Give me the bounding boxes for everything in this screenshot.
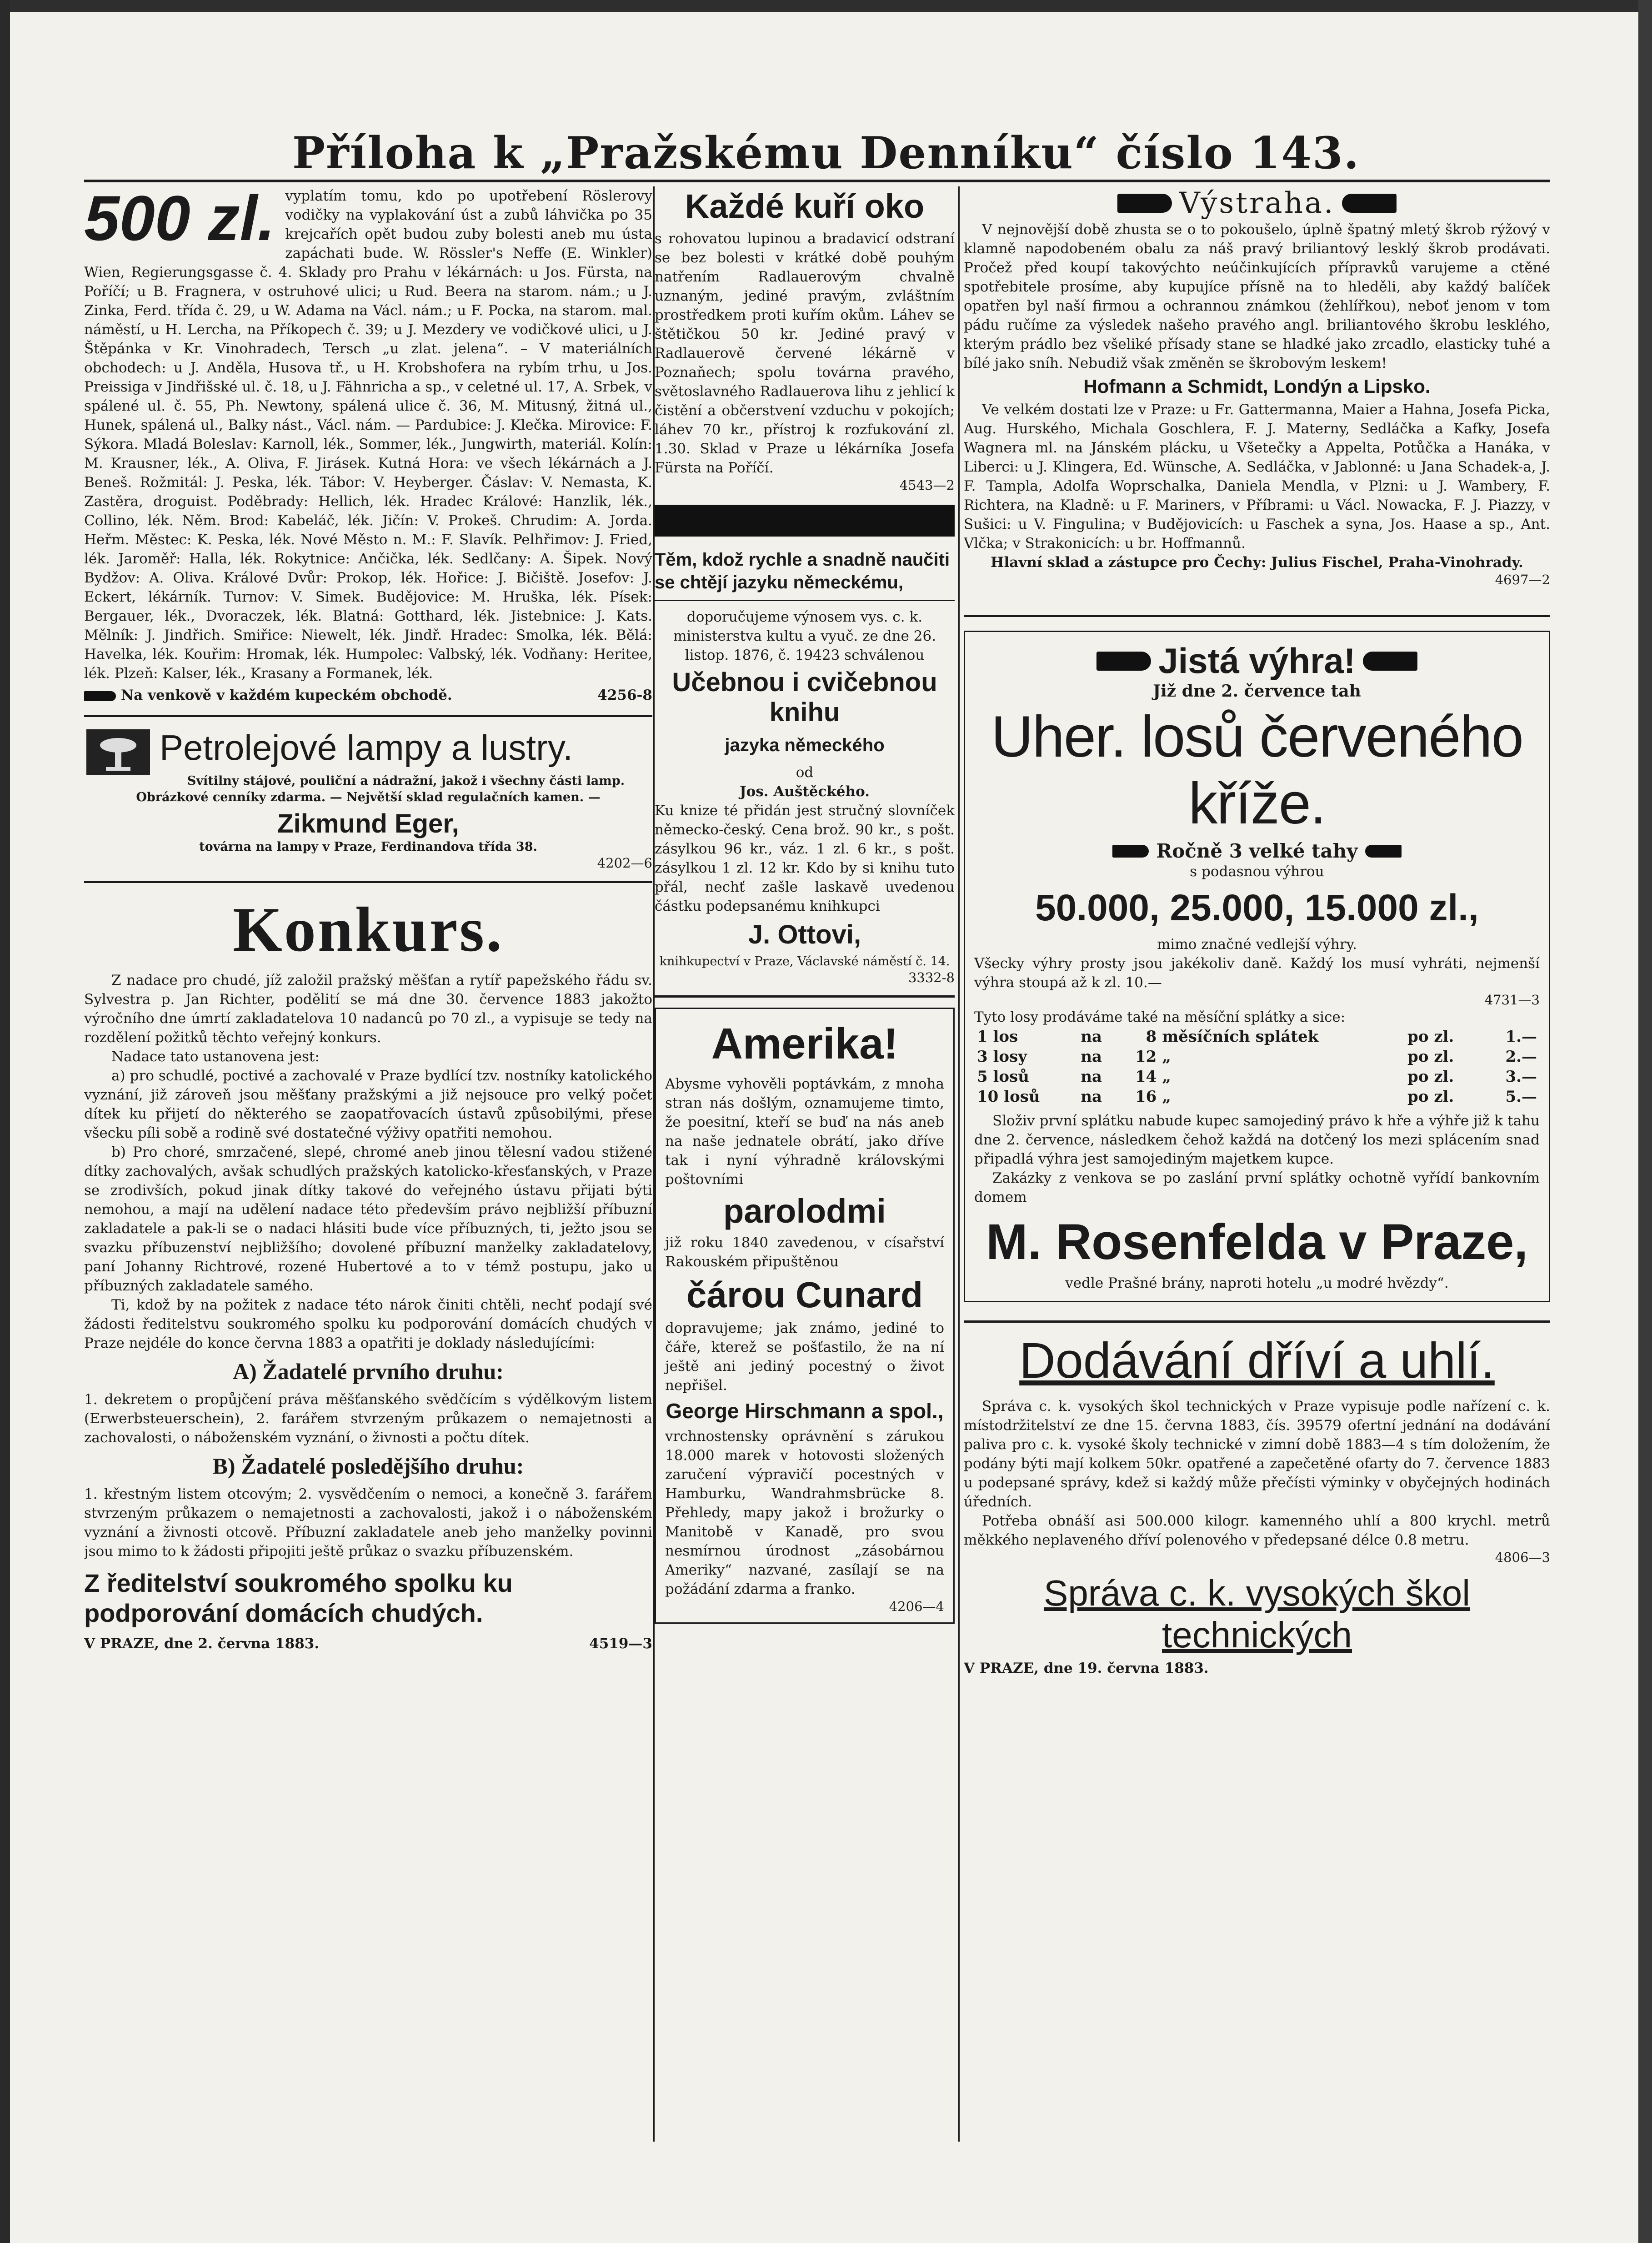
pointing-hand-right-icon xyxy=(1096,652,1151,671)
konkurs-p3: a) pro schudlé, poctivé a zachovalé v Praze bydlící tzv. nostníky katolického vyznání, již zároveň jsou měšťany pražskými a již nejsouce pro velký počet dítek ku přijetí do některého se zaopatřovacích ústavů způsobilými, přese všecku píli sobě a rodině své dostatečné výživy opatřiti nemohou. xyxy=(84,1068,652,1141)
installment-qty: 1 los xyxy=(977,1028,1018,1046)
ad-amerika xyxy=(655,1008,955,1624)
ucebnice-number: 3332-8 xyxy=(908,970,955,985)
petrol-number: 4202—6 xyxy=(597,855,652,871)
installment-na: na xyxy=(1081,1028,1102,1046)
ucebnice-publisher: J. Ottovi, xyxy=(748,920,861,949)
installment-what: „ xyxy=(1162,1048,1171,1066)
konkurs-b-items: 1. křestným listem otcovým; 2. vysvědčením o nemoci, a konečně 3. farářem stvrzeným průkazem o nemajetnosti a zachovalosti, jakož i o náboženském vyznání a živnosti otcově. Příbuzní zakladatele aneb jeho manželky povinni jsou mimo to k žádosti připojiti ještě průkaz o svazku příbuzenském. xyxy=(84,1486,652,1560)
vystraha-agent: Hlavní sklad a zástupce pro Čechy: Julius Fischel, Praha-Vinohrady. xyxy=(991,554,1523,571)
installment-what: „ xyxy=(1162,1068,1171,1086)
ucebnice-publisher-address: knihkupectví v Praze, Václavské náměstí č. 14. xyxy=(659,954,950,968)
vyhra-number: 4731—3 xyxy=(1484,992,1540,1008)
installment-what: měsíčních splátek xyxy=(1162,1028,1319,1046)
amerika-title: Amerika! xyxy=(711,1019,898,1068)
petrol-address: továrna na lampy v Praze, Ferdinandova třída 38. xyxy=(199,840,537,854)
vystraha-number: 4697—2 xyxy=(1495,572,1550,587)
pointing-hand-right-icon xyxy=(1117,194,1172,213)
amerika-text3: dopravujeme; jak známo, jediné to čáře, kterež se pošťastilo, že na ní ještě ani jediný pocestný o život nepřišel. xyxy=(665,1320,944,1394)
pointing-hand-right-icon xyxy=(1112,845,1149,858)
ad-jista-vyhra xyxy=(964,631,1550,1302)
amerika-company: George Hirschmann a spol., xyxy=(666,1399,944,1423)
vyhra-besides: mimo značné vedlejší výhry. xyxy=(1157,936,1357,953)
installment-row xyxy=(974,1047,1540,1067)
amerika-text1: Abysme vyhověli poptávkám, z mnoha stran nás došlým, oznamujeme timto, že poesitní, kteří se buď na nás aneb na naše jednatele obrátí, jako dříve tak i nyní výhradně královskými poštovními xyxy=(665,1076,944,1188)
vystraha-title: Výstraha. xyxy=(1179,186,1335,220)
ad-dodavani xyxy=(964,1332,1550,1678)
dodavani-number: 4806—3 xyxy=(1495,1550,1550,1565)
konkurs-date: V PRAZE, dne 2. června 1883. xyxy=(84,1636,320,1652)
vyhra-prizes: 50.000, 25.000, 15.000 zl., xyxy=(1035,887,1479,928)
pointing-hand-left-icon xyxy=(1363,652,1417,671)
amerika-parolodmi: parolodmi xyxy=(723,1192,886,1230)
installment-po: po zl. xyxy=(1407,1048,1454,1066)
petrol-name: Zikmund Eger, xyxy=(277,809,459,838)
konkurs-a-items: 1. dekretem o propůjčení práva měšťanského svědčícím s výdělkovým listem (Erwerbsteuerschein), 2. farářem stvrzeným průkazem o nemajetnosti a zachovalosti, o náboženském vyznání, o živnosti a počtu dítek. xyxy=(84,1391,652,1446)
vyhra-text2: Složiv první splátku nabude kupec samojediný právo k hře a výhře již k tahu dne 2. července, následkem čehož každá na dotčený los mezi splácením snad připadlá výhra jest samojediným majetkem kupce. xyxy=(974,1113,1540,1167)
amerika-number: 4206—4 xyxy=(889,1599,944,1614)
dodavani-title: Dodávání dříví a uhlí. xyxy=(1019,1333,1495,1389)
amerika-cunard: čárou Cunard xyxy=(686,1275,923,1315)
ad-500-headline: 500 zl. xyxy=(84,186,275,254)
vystraha-sellers: Ve velkém dostati lze v Praze: u Fr. Gattermanna, Maier a Hahna, Josefa Picka, Aug. Hurského, Michala Goschlera, F. J. Materny, Sedláčka a Kafky, Josefa Wagnera ml. na Jánském plácku, u Všetečky a Appelta, Potůčka a Hanáka, v Liberci: u J. Klingera, Ed. Wünsche, A. Sedláčka, v Jablonné: u Jana Schadek-a, J. F. Tampla, Adolfa Woprschalka, Daniela Mendla, v Plzni: u J. Wambery, F. Richtera, na Kladně: u F. Mariners, v Příbrami: u Václ. Nowacka, F. J. Piazzy, v Sušici: u V. Fingulina; v Budějovicích: u Faschek a syna, Jos. Haase a sp., Ant. Vlčka; v Strakonicích: u br. Hoffmannů. xyxy=(964,401,1550,552)
konkurs-p1: Z nadace pro chudé, jíž založil pražský měšťan a rytíř papežského řádu sv. Sylvestra p. Jan Richter, podělití se má dne 30. července 1883 jakožto výročního dne úmrtí zakladatelova 10 nadancû po 70 zl., a vypisuje se tedy na rozdělení požitků těchto veřejný konkurs. xyxy=(84,972,652,1046)
installment-qty: 10 losů xyxy=(977,1088,1040,1106)
divider xyxy=(964,1320,1550,1323)
vyhra-installments-intro: Tyto losy prodáváme také na měsíční splátky a sice: xyxy=(974,1009,1346,1025)
dodavani-text: Správa c. k. vysokých škol technických v Praze vypisuje podle nařízení c. k. místodržitelství ze dne 15. června 1883, čís. 39579 ofertní jednání na dodávání paliva pro c. k. vysoké školy technické v zimní době 1883—4 s tím doložením, že podány býti mají kolkem 50kr. opatřené a zapečetěné ofarty do 7. července 1883 u podepsané správy, kdež si každý může přečísti výminky v obyčejných hodinách úředních. xyxy=(964,1398,1550,1510)
konkurs-p4: b) Pro choré, smrzačené, slepé, chromé aneb jinou tělesní vadou stižené dítky zachovalých, avšak schudlých pražských katolicko-křesťanských, v Praze se zrodivších, pokud jinak dítky takové do veřejného ústavu přijati býti nemohou, a mají na udělení nadace této především právo nejbližší příbuzní zakladatele a pak-li se o nadaci hlásiti bude více příbuzných, ti, ježto jsou se svazku příbuzenství nejbližšího; dovolené příbuzní manželky zakladatelovy, paní Johanny Richtrové, rozené Hubertové a to v témž postupu, jako u příbuzných zakladatele samého. xyxy=(84,1144,652,1294)
installment-amount: 5.— xyxy=(1505,1088,1537,1106)
konkurs-title: Konkurs. xyxy=(232,894,504,965)
vyhra-uher: Uher. losů červeného kříže. xyxy=(991,704,1523,836)
ad-500-text: vyplatím tomu, kdo po upotřebení Röslerovy vodičky na vyplakování úst a zubů láhvička po 35 krejcařích opět budou zuby bolesti aneb mu ústa zapáchati bude. W. Rössler's Neffe (E. Winkler) Wien, Regierungsgasse č. 4. Sklady pro Prahu v lékárnách: u Jos. Fürsta, na Poříčí; u B. Fragnera, v ostruhové ulici; u Rud. Beera na starom. nám.; u J. Zinka, Ferd. třída č. 29, u W. Adama na Václ. nám.; u F. Pocka, na starom. mal. náměstí, u H. Lercha, na Příkopech č. 39; u J. Mezdery ve vodičkové ulici, u J. Štěpánka v Kr. Vinohradech, Tersch „u zlat. jelena“. – V materiálních obchodech: u J. Anděla, Husova tř., u H. Krobshofera na rybím trhu, u Jos. Preissiga v Jindřišské ul. č. 18, u J. Fähnricha a sp., v celetné ul. 17, A. Srbek, v spálené ul. č. 55, Ph. Newtony, spálená ulice č. 36, M. Mitusný, žitná ul., Hunek, spálená ul., Balky nást., Václ. nám. — Pardubice: J. Klečka. Mirovice: F. Sýkora. Mladá Boleslav: Karnoll, lék., Sommer, lék., Jungwirth, materiál. Kolín: M. Krausner, lék., A. Oliva, F. Jirásek. Kutná Hora: ve všech lékárnách a J. Beneš. Rožmitál: J. Peska, lék. Tábor: V. Heyberger. Čáslav: V. Nemasta, K. Zastěra, droguist. Poděbrady: Hellich, lék. Hradec Králové: Hanzlik, lék., Collino, lék. Něm. Brod: Kabeláč, lék. Jičín: V. Prokeš. Chrudim: A. Jorda. Heřm. Městec: K. Peska, lék. Nové Město n. M.: F. Slavík. Pelhřimov: J. Fried, lék. Jaroměř: Halla, lék. Rokytnice: Ančička, lék. Sedlčany: A. Šipek. Nový Bydžov: A. Oliva. Králové Dvůr: Prokop, lék. Hořice: J. Bičiště. Josefov: J. Eckert, lékárník. Turnov: V. Simek. Budějovice: M. Hruška, lék. Písek: Bergauer, lék., Dvoraczek, lék. Blatná: Gotthard, lék. Jistebnice: J. Kats. Mělník: J. Jindřich. Smiřice: Niewelt, lék. Jindř. Hradec: Smolka, lék. Bělá: Havelka, lék. Kouřim: Hromak, lék. Humpolec: Valbský, lék. Vodňany: Heritee, lék. Plzeň: Kalser, lék., Krasany a Formanek, lék. xyxy=(84,188,652,682)
konkurs-number: 4519—3 xyxy=(589,1636,652,1652)
installments-table xyxy=(974,1027,1540,1107)
installment-po: po zl. xyxy=(1407,1088,1454,1106)
column-right xyxy=(964,186,1550,2142)
vyhra-firm: M. Rosenfelda v Praze, xyxy=(986,1214,1528,1270)
installment-na: na xyxy=(1081,1068,1102,1086)
dodavani-text2: Potřeba obnáší asi 500.000 kilogr. kamenného uhlí a 800 krychl. metrů měkkého neplaveného dříví polenového v předepsané délce 0.8 metru. xyxy=(964,1513,1550,1548)
installment-po: po zl. xyxy=(1407,1028,1454,1046)
ad-kurioko xyxy=(655,188,955,493)
vystraha-text: V nejnovější době zhusta se o to pokoušelo, úplně špatný mletý škrob rýžový v klamně napodobeném obalu za náš pravý briliantový lesklý škrob prodávati. Pročež před koupí takovýchto neúčinkujících přípravků varujeme a ctěné spotřebitele prosíme, aby kupujíce přísně na to hleděli, aby každý balíček opatřen byl naší firmou a ochrannou známkou (žehlířkou), neboť jenom v tom pádu ručíme za výsledek našeho pravého angl. briliantového škrobu lesklého, kterým prádlo bez všeliké přísady stane se hladké jako zrcadlo, elasticky tuhé a bílé jako sníh. Nebudiž však změněn se škrobovým leskem! xyxy=(964,221,1550,371)
vyhra-text: Všecky výhry prosty jsou jakékoliv daně. Každý los musí vyhráti, nejmenší výhra stoupá až k zl. 10.— xyxy=(974,955,1540,991)
vyhra-text3: Zakázky z venkova se po zaslání první splátky ochotně vyřídí bankovním domem xyxy=(974,1170,1540,1205)
divider xyxy=(655,600,955,601)
divider xyxy=(84,881,652,883)
konkurs-closing: Z ředitelství soukromého spolku ku podporování domácích chudých. xyxy=(84,1569,513,1627)
installment-row xyxy=(974,1027,1540,1047)
ucebnice-author: Jos. Auštěckého. xyxy=(739,783,870,800)
ad-500-number: 4256-8 xyxy=(597,687,652,703)
vyhra-title: Jistá výhra! xyxy=(1158,641,1356,681)
scan-right-edge xyxy=(1638,0,1652,2243)
konkurs-section-b: B) Žadatelé posledějšího druhu: xyxy=(212,1453,524,1479)
ucebnice-subtitle: jazyka německého xyxy=(725,735,885,755)
page-header: Příloha k „Pražskému Denníku“ číslo 143. xyxy=(292,127,1360,179)
divider xyxy=(655,995,955,998)
amerika-text2: již roku 1840 zavedenou, v císařství Rakouském připuštěnou xyxy=(665,1234,944,1270)
kurioko-text: s rohovatou lupinou a bradavicí odstraní se bez bolesti v krátké době pouhým natřením Radlauerovým chvalně uznaným, jediné pravým, zvláštním prostředkem proti kuřím okům. Láhev se štětičkou 50 kr. Jediné pravý v Radlauerově červené lékárně v Poznaňech; spolu továrna pravého, světoslavného Radlauerova lihu z jehlicí k čistění a občerstvení vzduchu v pokojích; láhev 70 kr., přístroj k rozfukování zl. 1.30. Sklad v Praze u lékárníka Josefa Fürsta na Poříčí. xyxy=(655,231,955,476)
installment-n: 8 xyxy=(1146,1028,1157,1046)
konkurs-p2: Nadace tato ustanovena jest: xyxy=(111,1049,320,1065)
kurioko-number: 4543—2 xyxy=(899,477,955,493)
scan-top-edge xyxy=(0,0,1652,12)
installment-qty: 3 losy xyxy=(977,1048,1027,1066)
ad-500-footer: Na venkově v každém kupeckém obchodě. xyxy=(120,687,452,703)
petrol-title: Petrolejové lampy a lustry. xyxy=(160,728,573,768)
vyhra-yearly: Ročně 3 velké tahy xyxy=(1156,840,1358,862)
ucebnice-text2: Ku knize té přidán jest stručný slovníček německo-český. Cena brož. 90 kr., s pošt. zásylkou 96 kr., váz. 1 zl. 6 kr., s pošt. zásylkou 1 zl. 12 kr. Kdo by si knihu tuto přál, nechť zašle laskavě uvedenou částku podepsanému knihkupci xyxy=(655,803,955,914)
pointing-hand-left-icon xyxy=(1365,845,1402,858)
vystraha-firm: Hofmann a Schmidt, Londýn a Lipsko. xyxy=(1083,376,1431,397)
ad-ucebnice xyxy=(655,548,955,985)
installment-qty: 5 losů xyxy=(977,1068,1029,1086)
ad-vystraha xyxy=(964,186,1550,587)
installment-n: 14 xyxy=(1135,1068,1157,1086)
installment-n: 16 xyxy=(1135,1088,1157,1106)
vyhra-subtitle: Již dne 2. července tah xyxy=(1153,682,1361,701)
installment-na: na xyxy=(1081,1088,1102,1106)
ucebnice-text1: doporučujeme výnosem vys. c. k. ministerstva kultu a vyuč. ze dne 26. listop. 1876, č. 19423 schválenou xyxy=(673,609,936,663)
header-rule xyxy=(84,180,1550,182)
ucebnice-title: Učebnou i cvičebnou knihu xyxy=(672,667,937,727)
pointing-hand-icon xyxy=(84,691,116,701)
installment-amount: 1.— xyxy=(1505,1028,1537,1046)
pointing-hand-left-icon xyxy=(1342,194,1397,213)
divider xyxy=(84,715,652,717)
ad-500-zl xyxy=(84,186,652,705)
dodavani-date: V PRAZE, dne 19. června 1883. xyxy=(964,1660,1209,1676)
installment-amount: 2.— xyxy=(1505,1048,1537,1066)
vyhra-address: vedle Prašné brány, naproti hotelu „u modré hvězdy“. xyxy=(1065,1275,1449,1291)
installment-n: 12 xyxy=(1135,1048,1157,1066)
vyhra-main-win: s podasnou výhrou xyxy=(1190,863,1324,880)
column-middle xyxy=(655,186,955,2142)
installment-po: po zl. xyxy=(1407,1068,1454,1086)
installment-row xyxy=(974,1087,1540,1107)
dodavani-signature: Správa c. k. vysokých škol technických xyxy=(1043,1573,1471,1655)
divider xyxy=(964,615,1550,617)
ad-petrol-lamps xyxy=(84,727,652,871)
installment-row xyxy=(974,1067,1540,1087)
lamp-icon xyxy=(84,727,152,777)
installment-amount: 3.— xyxy=(1505,1068,1537,1086)
konkurs-section-a: A) Žadatelé prvního druhu: xyxy=(233,1359,504,1384)
petrol-text: Svítilny stájové, pouliční a nádražní, jakož i všechny části lamp. Obrázkové cenníky zdarma. — Největší sklad regulačních kamen. — xyxy=(136,774,625,804)
konkurs-p5: Ti, kdož by na požitek z nadace této nárok činiti chtěli, nechť podají své žádosti ředitelstvu soukromého spolku ku podporování domácích chudých v Praze nejdéle do konce června 1883 a opatřiti je doklady následujícími: xyxy=(84,1297,652,1351)
column-left xyxy=(84,186,652,2142)
installment-what: „ xyxy=(1162,1088,1171,1106)
ucebnice-od: od xyxy=(796,764,814,781)
column-rule-2 xyxy=(958,186,960,2142)
black-separator xyxy=(655,505,955,537)
amerika-text4: vrchnostensky oprávnění s zárukou 18.000 marek v hotovosti složených zaručení výpravičí pocestných v Hamburku, Wandrahmsbrücke 8. Přehledy, mapy jakož i brožurky o Manitobě v Kanadě, pro svou nesmírnou úrodnost „zásobárnou Ameriky“ nazvané, zasílají se na požádání zdarma a franko. xyxy=(665,1428,944,1597)
ucebnice-head: Těm, kdož rychle a snadně naučiti se chtějí jazyku německému, xyxy=(655,550,950,592)
scan-left-edge xyxy=(0,0,10,2243)
installment-na: na xyxy=(1081,1048,1102,1066)
kurioko-title: Každé kuří oko xyxy=(685,187,925,225)
ad-konkurs xyxy=(84,893,652,1652)
